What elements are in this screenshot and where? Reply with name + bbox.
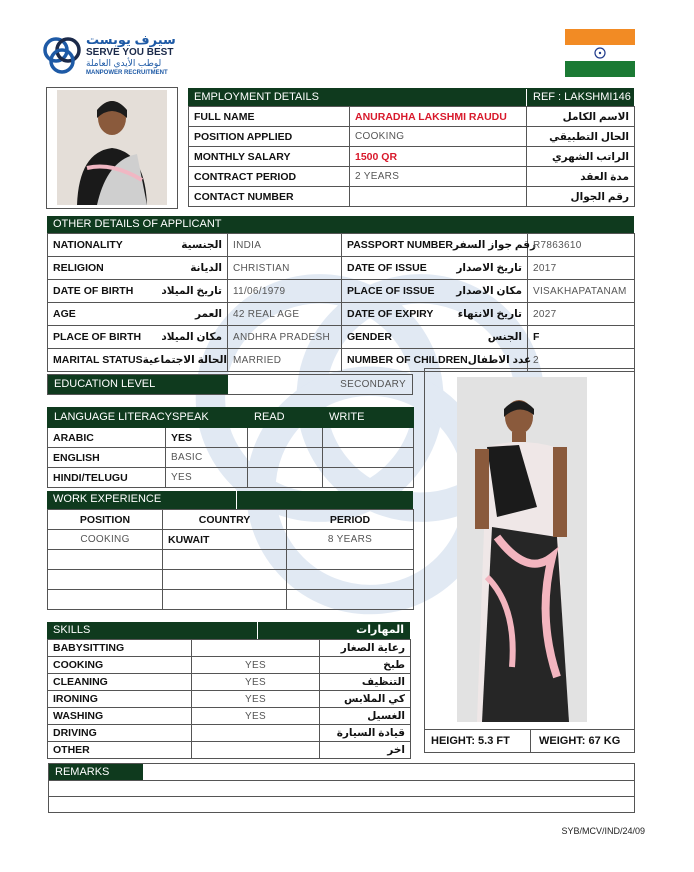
skill-name: DRIVING [48, 725, 192, 742]
gender-label: GENDER [347, 331, 392, 343]
work-country [163, 550, 287, 570]
issue-place-value: VISAKHAPATANAM [528, 280, 635, 303]
children-value: 2 [528, 349, 635, 372]
table-row [189, 107, 635, 127]
skills-table [47, 639, 411, 759]
physical-row [424, 729, 635, 753]
read-header: READ [248, 408, 323, 428]
skills-title: SKILLS [53, 622, 258, 639]
dob-value: 11/06/1979 [228, 280, 342, 303]
position-label: POSITION APPLIED [189, 127, 350, 147]
work-country [163, 570, 287, 590]
work-country [163, 590, 287, 610]
skill-arabic: كي الملابس [320, 691, 411, 708]
language-table [47, 407, 414, 488]
height-value: HEIGHT: 5.3 FT [425, 730, 531, 752]
table-row [48, 570, 414, 590]
passport-label: PASSPORT NUMBER [347, 239, 453, 251]
expiry-arabic: تاريخ الانتهاء [457, 308, 522, 320]
skill-name: IRONING [48, 691, 192, 708]
salary-label: MONTHLY SALARY [189, 147, 350, 167]
birthplace-arabic: مكان الميلاد [161, 331, 222, 343]
table-row [48, 550, 414, 570]
skill-arabic: طبخ [320, 657, 411, 674]
employment-table [188, 106, 635, 207]
issue-place-arabic: مكان الاصدار [456, 285, 522, 297]
work-position [48, 570, 163, 590]
company-sub-arabic: لوطب الأيدي العاملة [86, 58, 162, 68]
skill-value [192, 742, 320, 759]
contract-arabic: مدة العقد [527, 167, 635, 187]
gender-arabic: الجنس [487, 331, 522, 343]
skill-arabic: قيادة السيارة [320, 725, 411, 742]
employment-header [188, 88, 634, 106]
language-header: LANGUAGE LITERACY [48, 408, 166, 428]
position-value: COOKING [350, 127, 527, 147]
other-details-header: OTHER DETAILS OF APPLICANT [47, 216, 634, 233]
education-row [47, 374, 413, 395]
skill-arabic: التنظيف [320, 674, 411, 691]
work-position-header: POSITION [48, 510, 163, 530]
table-row [48, 303, 635, 326]
table-row [48, 448, 414, 468]
gender-value: F [528, 326, 635, 349]
dob-arabic: تاريخ الميلاد [161, 285, 222, 297]
expiry-value: 2027 [528, 303, 635, 326]
applicant-photo-full [424, 368, 635, 730]
table-row [189, 147, 635, 167]
position-arabic: الحال التطبيقي [527, 127, 635, 147]
dob-label: DATE OF BIRTH [53, 285, 134, 297]
table-row [189, 187, 635, 207]
marital-arabic: الحالة الاجتماعية [142, 354, 227, 366]
children-label: NUMBER OF CHILDREN [347, 354, 468, 366]
language-header-row [48, 408, 414, 428]
table-row [48, 674, 411, 691]
issue-place-label: PLACE OF ISSUE [347, 285, 435, 297]
skill-name: OTHER [48, 742, 192, 759]
weight-value: WEIGHT: 67 KG [539, 735, 621, 747]
table-row [48, 257, 635, 280]
language-read [248, 468, 323, 488]
issue-date-arabic: تاريخ الاصدار [456, 262, 522, 274]
birthplace-label: PLACE OF BIRTH [53, 331, 142, 343]
passport-value: R7863610 [528, 234, 635, 257]
skill-value: YES [192, 657, 320, 674]
skills-header [47, 622, 410, 639]
table-row [48, 640, 411, 657]
write-header: WRITE [323, 408, 414, 428]
skill-arabic: رعاية الصغار [320, 640, 411, 657]
education-value: SECONDARY [340, 379, 406, 390]
language-speak: BASIC [166, 448, 248, 468]
work-period: 8 YEARS [287, 530, 414, 550]
work-period [287, 550, 414, 570]
work-period [287, 590, 414, 610]
work-country: KUWAIT [163, 530, 287, 550]
language-write [323, 448, 414, 468]
speak-header: SPEAK [166, 408, 248, 428]
work-header-row [48, 510, 414, 530]
salary-value: 1500 QR [350, 147, 527, 167]
remarks-box [48, 763, 635, 813]
applicant-fullbody-image [457, 377, 587, 722]
table-row [48, 691, 411, 708]
language-write [323, 468, 414, 488]
table-row [48, 657, 411, 674]
language-name: ENGLISH [48, 448, 166, 468]
marital-label: MARITAL STATUS [53, 354, 143, 366]
table-row [48, 326, 635, 349]
language-read [248, 428, 323, 448]
work-position [48, 590, 163, 610]
work-experience-header [47, 491, 413, 509]
education-label: EDUCATION LEVEL [48, 375, 228, 394]
language-write [323, 428, 414, 448]
skill-arabic: اخر [320, 742, 411, 759]
contact-value [350, 187, 527, 207]
salary-arabic: الراتب الشهري [527, 147, 635, 167]
reference-number: REF : LAKSHMI146 [526, 89, 634, 106]
skill-name: COOKING [48, 657, 192, 674]
table-row [48, 725, 411, 742]
work-position [48, 550, 163, 570]
company-logo [42, 34, 202, 82]
company-name-arabic: سيرف يوبست [86, 32, 176, 47]
contact-arabic: رقم الجوال [527, 187, 635, 207]
other-details-table [47, 233, 635, 372]
language-speak: YES [166, 468, 248, 488]
work-period [287, 570, 414, 590]
marital-value: MARRIED [228, 349, 342, 372]
table-row [48, 468, 414, 488]
expiry-label: DATE OF EXPIRY [347, 308, 434, 320]
table-row [48, 742, 411, 759]
table-row [48, 280, 635, 303]
work-country-header: COUNTRY [163, 510, 287, 530]
religion-label: RELIGION [53, 262, 104, 274]
contract-label: CONTRACT PERIOD [189, 167, 350, 187]
company-name: SERVE YOU BEST [86, 47, 174, 58]
table-row [48, 530, 414, 550]
logo-emblem-icon [42, 34, 82, 78]
age-value: 42 REAL AGE [228, 303, 342, 326]
skill-value: YES [192, 674, 320, 691]
company-sub: MANPOWER RECRUITMENT [86, 70, 168, 76]
contact-label: CONTACT NUMBER [189, 187, 350, 207]
issue-date-value: 2017 [528, 257, 635, 280]
language-read [248, 448, 323, 468]
nationality-arabic: الجنسية [181, 239, 222, 251]
religion-arabic: الديانة [190, 262, 222, 274]
age-arabic: العمر [194, 308, 222, 320]
children-arabic: عدد الاطفال [467, 354, 532, 366]
table-row [48, 590, 414, 610]
issue-date-label: DATE OF ISSUE [347, 262, 427, 274]
table-row [48, 234, 635, 257]
birthplace-value: ANDHRA PRADESH [228, 326, 342, 349]
nationality-label: NATIONALITY [53, 239, 123, 251]
table-row [48, 428, 414, 448]
skill-value: YES [192, 708, 320, 725]
work-position: COOKING [48, 530, 163, 550]
contract-value: 2 YEARS [350, 167, 527, 187]
skill-value [192, 640, 320, 657]
skill-name: BABYSITTING [48, 640, 192, 657]
india-flag [565, 29, 635, 77]
skill-value: YES [192, 691, 320, 708]
table-row [189, 127, 635, 147]
skills-title-arabic: المهارات [356, 624, 404, 636]
age-label: AGE [53, 308, 76, 320]
work-experience-title: WORK EXPERIENCE [53, 491, 237, 509]
full-name-value: ANURADHA LAKSHMI RAUDU [350, 107, 527, 127]
religion-value: CHRISTIAN [228, 257, 342, 280]
skill-value [192, 725, 320, 742]
work-experience-table [47, 509, 414, 610]
applicant-portrait-image [57, 90, 167, 205]
passport-arabic: رقم جواز السفر [452, 239, 537, 251]
skill-name: CLEANING [48, 674, 192, 691]
skill-arabic: الغسيل [320, 708, 411, 725]
language-name: HINDI/TELUGU [48, 468, 166, 488]
full-name-label: FULL NAME [189, 107, 350, 127]
table-row [48, 708, 411, 725]
table-row [189, 167, 635, 187]
employment-title: EMPLOYMENT DETAILS [194, 90, 319, 103]
ashoka-chakra-icon [594, 47, 606, 59]
skill-name: WASHING [48, 708, 192, 725]
document-code: SYB/MCV/IND/24/09 [561, 826, 645, 836]
remarks-title: REMARKS [49, 764, 143, 780]
work-period-header: PERIOD [287, 510, 414, 530]
language-name: ARABIC [48, 428, 166, 448]
language-speak: YES [166, 428, 248, 448]
full-name-arabic: الاسم الكامل [527, 107, 635, 127]
applicant-photo-small [46, 87, 178, 209]
nationality-value: INDIA [228, 234, 342, 257]
